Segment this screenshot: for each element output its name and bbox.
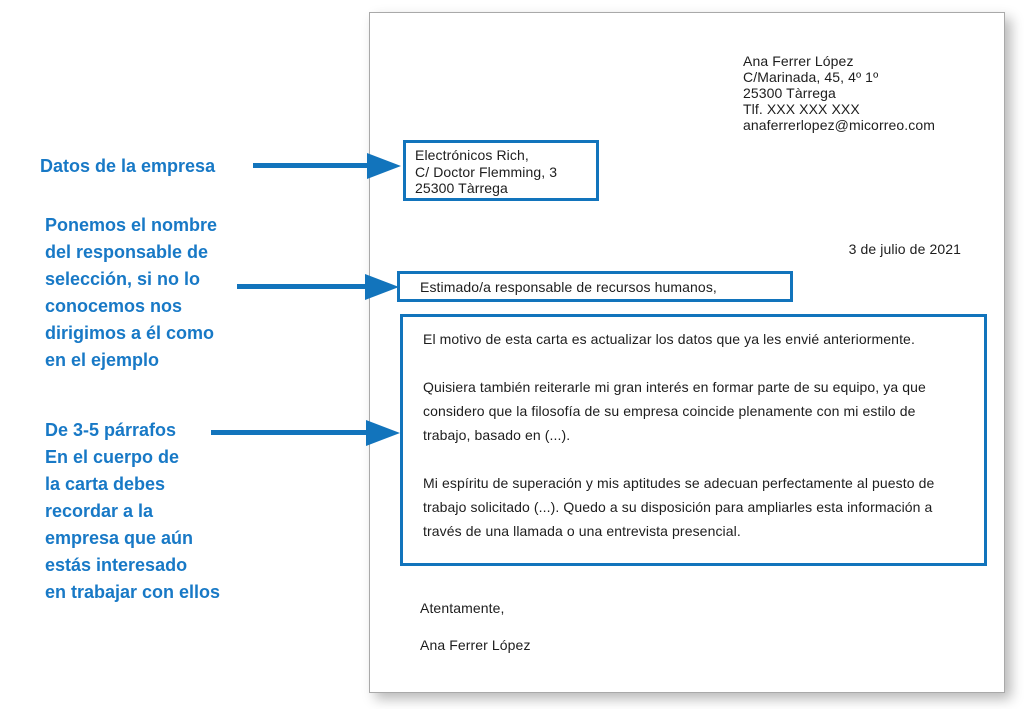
arrow-to-body-box-icon <box>211 420 400 446</box>
arrow-to-greeting-box-icon <box>237 274 399 300</box>
body-paragraph: Mi espíritu de superación y mis aptitudes se adecuan perfectamente al puesto de trabajo solicitado (...). Quedo a su disposición para ampliarles esta información a través de una llamada o una entrevista presencial. <box>423 475 935 539</box>
annotation-line: selección, si no lo <box>45 269 201 289</box>
annotation-line: en el ejemplo <box>45 350 160 370</box>
closing-text: Atentamente, <box>420 600 505 616</box>
arrow-shaft <box>253 163 369 168</box>
body-paragraph: Quisiera también reiterarle mi gran interés en formar parte de su equipo, ya que considero que la filosofía de su empresa coincide plenamente con mi estilo de trabajo, basado en (...). <box>423 379 926 443</box>
signature-name: Ana Ferrer López <box>420 637 531 653</box>
annotation-line: estás interesado <box>45 555 188 575</box>
arrow-head-icon <box>367 153 401 179</box>
arrow-shaft <box>237 284 367 289</box>
sender-city: 25300 Tàrrega <box>743 85 836 101</box>
sender-block <box>743 53 935 133</box>
annotation-greeting-note <box>45 212 217 374</box>
greeting-box <box>397 271 793 302</box>
sender-email: anaferrerlopez@micorreo.com <box>743 117 935 133</box>
annotation-line: en trabajar con ellos <box>45 582 221 602</box>
sender-name: Ana Ferrer López <box>743 53 854 69</box>
greeting-text: Estimado/a responsable de recursos humanos, <box>420 278 717 295</box>
arrow-shaft <box>211 430 368 435</box>
company-address-box <box>403 140 599 201</box>
company-city: 25300 Tàrrega <box>415 180 508 196</box>
annotation-company-data <box>40 153 215 180</box>
body-paragraph: El motivo de esta carta es actualizar los datos que ya les envié anteriormente. <box>423 331 915 347</box>
sender-phone: Tlf. XXX XXX XXX <box>743 101 860 117</box>
letter-body-box <box>400 314 987 566</box>
annotation-line: En el cuerpo de <box>45 447 180 467</box>
arrow-to-company-box-icon <box>253 153 401 179</box>
annotation-line: empresa que aún <box>45 528 194 548</box>
annotation-line: del responsable de <box>45 242 209 262</box>
company-name: Electrónicos Rich, <box>415 147 529 163</box>
annotation-line: Datos de la empresa <box>40 156 216 176</box>
annotation-line: conocemos nos <box>45 296 183 316</box>
annotation-line: De 3-5 párrafos <box>45 420 177 440</box>
annotation-line: Ponemos el nombre <box>45 215 218 235</box>
annotation-line: la carta debes <box>45 474 166 494</box>
annotation-line: dirigimos a él como <box>45 323 215 343</box>
sender-street: C/Marinada, 45, 4º 1º <box>743 69 879 85</box>
company-street: C/ Doctor Flemming, 3 <box>415 163 558 180</box>
letter-page <box>369 12 1005 693</box>
letter-date: 3 de julio de 2021 <box>848 241 961 257</box>
annotation-line: recordar a la <box>45 501 154 521</box>
arrow-head-icon <box>365 274 399 300</box>
annotation-body-note <box>45 417 220 606</box>
arrow-head-icon <box>366 420 400 446</box>
